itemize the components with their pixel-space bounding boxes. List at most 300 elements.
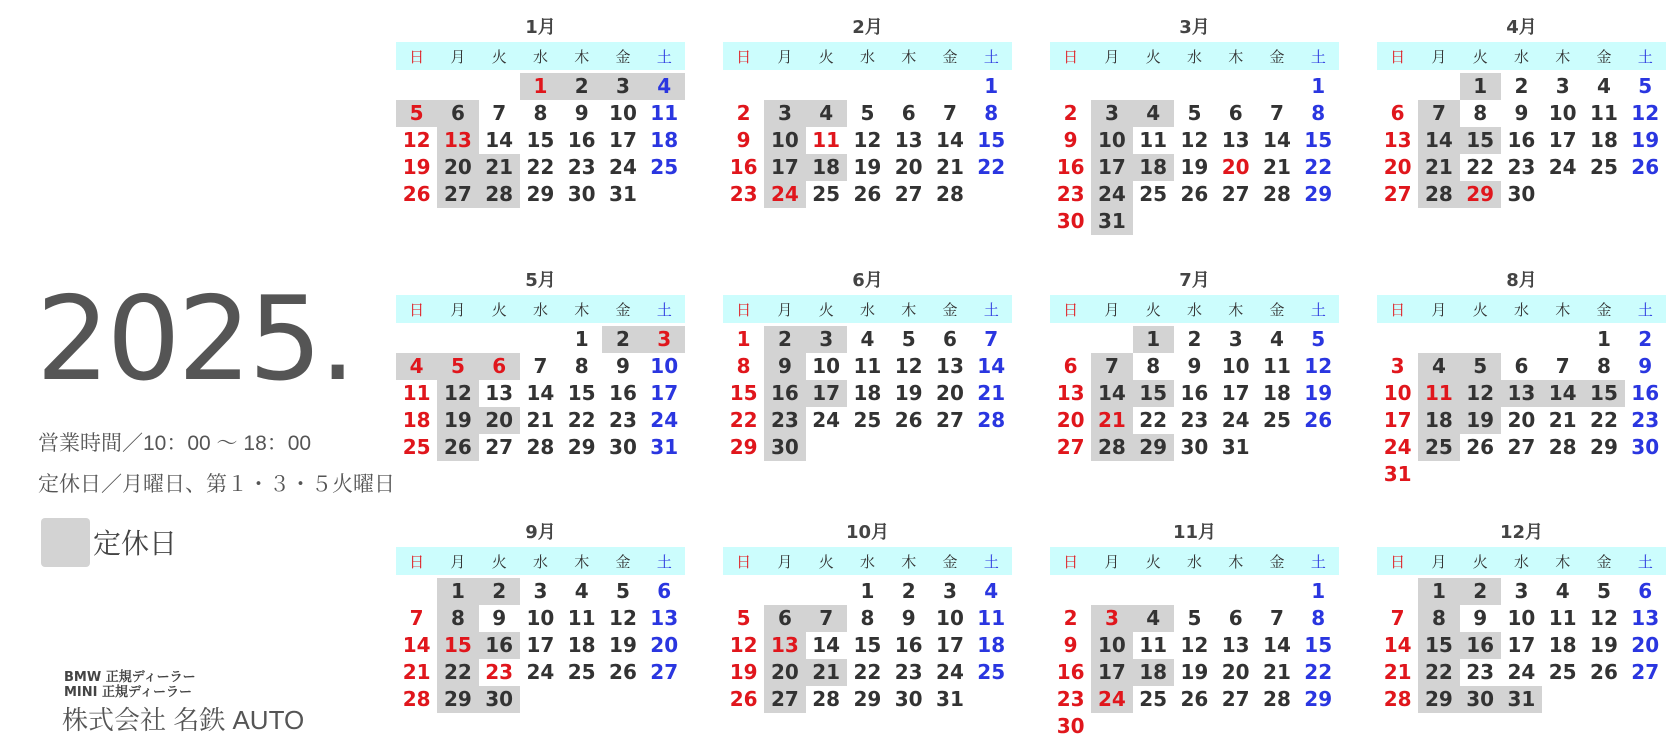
day-cell: 27 — [1056, 435, 1085, 459]
month-calendar — [1377, 15, 1666, 208]
weekday-label: 木 — [1555, 47, 1571, 66]
day-cell: 13 — [1383, 128, 1412, 152]
day-cell: 15 — [1304, 633, 1333, 657]
day-cell: 2 — [1187, 327, 1202, 351]
empty-cell — [1256, 73, 1297, 100]
day-cell: 18 — [977, 633, 1006, 657]
day-cell-closed: 20 — [764, 659, 805, 686]
day-cell: 27 — [485, 435, 514, 459]
day-cell: 28 — [1548, 435, 1577, 459]
weekday-label: 月 — [1431, 47, 1447, 66]
weekday-label: 火 — [1145, 300, 1161, 319]
day-cell: 11 — [1548, 606, 1577, 630]
weekday-label: 日 — [409, 47, 425, 66]
day-cell: 22 — [567, 408, 596, 432]
day-cell: 10 — [650, 354, 679, 378]
day-cell-closed: 21 — [479, 154, 520, 181]
weekday-label: 月 — [450, 300, 466, 319]
day-cell: 7 — [1390, 606, 1405, 630]
month-title: 1月 — [525, 17, 556, 38]
day-cell: 31 — [650, 435, 679, 459]
day-cell: 30 — [1631, 435, 1660, 459]
day-cell: 15 — [567, 381, 596, 405]
day-cell: 8 — [1473, 101, 1488, 125]
day-cell: 10 — [526, 606, 555, 630]
day-cell: 28 — [402, 687, 431, 711]
day-cell-closed: 15 — [1133, 380, 1174, 407]
weekday-label: 日 — [1063, 300, 1079, 319]
day-cell-closed: 3 — [644, 326, 685, 353]
weekday-label: 金 — [942, 300, 958, 319]
day-cell: 5 — [1597, 579, 1611, 603]
month-calendar — [1377, 268, 1666, 488]
day-cell-closed: 18 — [1133, 154, 1174, 181]
day-cell: 1 — [574, 327, 589, 351]
day-cell: 31 — [936, 687, 964, 711]
day-cell: 19 — [609, 633, 637, 657]
day-cell: 26 — [1180, 687, 1209, 711]
weekday-header — [723, 547, 1012, 575]
month-title: 5月 — [525, 270, 556, 291]
legend-swatch — [41, 518, 90, 567]
day-cell: 3 — [1555, 74, 1570, 98]
month-calendar — [1050, 15, 1339, 235]
day-cell: 13 — [894, 128, 923, 152]
day-cell-closed: 1 — [520, 73, 561, 100]
day-cell: 18 — [1548, 633, 1577, 657]
day-cell: 14 — [1263, 128, 1291, 152]
empty-cell — [520, 326, 561, 353]
weekday-label: 水 — [1513, 300, 1529, 319]
weekday-label: 金 — [615, 47, 631, 66]
day-grid — [1377, 326, 1666, 488]
weekday-label: 水 — [532, 47, 548, 66]
day-cell: 26 — [609, 660, 637, 684]
legend-label: 定休日 — [93, 528, 178, 559]
month-calendar — [1050, 520, 1339, 740]
weekday-label: 月 — [1104, 552, 1120, 571]
day-cell-closed: 29 — [1460, 181, 1501, 208]
day-cell-closed: 18 — [1418, 407, 1459, 434]
month-calendar — [1377, 520, 1666, 713]
day-cell: 8 — [1146, 354, 1161, 378]
day-cell: 19 — [402, 155, 431, 179]
empty-cell — [437, 73, 478, 100]
day-cell: 24 — [1383, 435, 1412, 459]
day-cell: 25 — [1139, 182, 1168, 206]
day-cell: 10 — [936, 606, 964, 630]
day-cell-closed: 21 — [1091, 407, 1132, 434]
day-cell-closed: 16 — [1460, 632, 1501, 659]
day-cell-closed: 4 — [1133, 100, 1174, 127]
day-cell: 3 — [943, 579, 957, 603]
day-cell: 12 — [853, 128, 882, 152]
weekday-label: 水 — [1513, 552, 1529, 571]
weekday-label: 土 — [1637, 300, 1653, 319]
day-cell: 29 — [1304, 182, 1333, 206]
day-cell: 9 — [616, 354, 630, 378]
day-cell-closed: 15 — [1583, 380, 1624, 407]
day-cell-closed: 9 — [764, 353, 805, 380]
empty-cell — [1050, 73, 1091, 100]
day-cell: 16 — [1631, 381, 1660, 405]
day-cell: 25 — [812, 182, 841, 206]
day-cell: 26 — [1304, 408, 1333, 432]
day-cell: 26 — [729, 687, 758, 711]
day-cell: 9 — [1638, 354, 1653, 378]
day-cell: 12 — [1631, 101, 1660, 125]
day-cell: 13 — [650, 606, 679, 630]
day-cell: 24 — [1221, 408, 1250, 432]
weekday-label: 月 — [1431, 552, 1447, 571]
weekday-label: 月 — [450, 552, 466, 571]
day-cell-closed: 29 — [437, 686, 478, 713]
weekday-header — [1377, 295, 1666, 323]
day-cell: 23 — [1056, 182, 1085, 206]
day-cell: 27 — [1631, 660, 1660, 684]
day-cell: 14 — [812, 633, 841, 657]
day-cell: 12 — [609, 606, 637, 630]
day-cell: 6 — [901, 101, 916, 125]
day-cell: 2 — [736, 101, 751, 125]
day-cell: 20 — [894, 155, 923, 179]
day-cell: 24 — [609, 155, 637, 179]
day-cell: 23 — [729, 182, 758, 206]
weekday-label: 金 — [1596, 47, 1612, 66]
day-cell: 13 — [1631, 606, 1660, 630]
day-cell: 9 — [1187, 354, 1202, 378]
day-cell-closed: 24 — [1091, 686, 1132, 713]
day-cell-closed: 3 — [602, 73, 643, 100]
month-title: 2月 — [852, 17, 883, 38]
empty-cell — [1050, 326, 1091, 353]
weekday-label: 水 — [859, 47, 875, 66]
weekday-label: 火 — [1472, 552, 1488, 571]
day-cell: 23 — [894, 660, 923, 684]
month-title: 12月 — [1499, 522, 1544, 543]
day-cell: 7 — [409, 606, 424, 630]
empty-cell — [396, 578, 437, 605]
day-cell: 20 — [1221, 660, 1250, 684]
day-cell: 19 — [853, 155, 882, 179]
empty-cell — [1050, 578, 1091, 605]
day-cell: 4 — [984, 579, 999, 603]
weekday-label: 木 — [901, 47, 917, 66]
day-cell-closed: 5 — [437, 353, 478, 380]
day-cell: 10 — [812, 354, 841, 378]
day-cell: 28 — [977, 408, 1006, 432]
day-cell: 8 — [1311, 606, 1326, 630]
empty-cell — [1377, 578, 1418, 605]
day-cell: 16 — [1056, 155, 1085, 179]
day-cell: 30 — [567, 182, 596, 206]
weekday-label: 火 — [491, 47, 507, 66]
weekday-label: 土 — [656, 552, 672, 571]
day-cell: 18 — [567, 633, 596, 657]
day-cell: 14 — [977, 354, 1006, 378]
day-cell: 15 — [1304, 128, 1333, 152]
weekday-header — [1050, 42, 1339, 70]
day-cell: 12 — [729, 633, 758, 657]
day-cell: 2 — [1514, 74, 1529, 98]
day-cell: 28 — [1263, 182, 1291, 206]
day-cell: 20 — [1383, 155, 1412, 179]
day-cell: 19 — [1180, 660, 1209, 684]
month-calendar — [396, 15, 685, 208]
weekday-label: 水 — [859, 300, 875, 319]
day-cell: 24 — [526, 660, 555, 684]
weekday-label: 日 — [1063, 552, 1079, 571]
day-cell-closed: 28 — [479, 181, 520, 208]
empty-cell — [396, 326, 437, 353]
day-cell: 11 — [853, 354, 882, 378]
day-cell-closed: 21 — [806, 659, 847, 686]
day-cell-closed: 6 — [764, 605, 805, 632]
weekday-label: 木 — [574, 300, 590, 319]
day-cell: 22 — [526, 155, 555, 179]
day-cell: 17 — [650, 381, 679, 405]
weekday-label: 火 — [818, 300, 834, 319]
day-cell: 21 — [936, 155, 964, 179]
empty-cell — [1215, 73, 1256, 100]
day-cell: 17 — [1221, 381, 1250, 405]
day-cell: 26 — [1631, 155, 1660, 179]
weekday-header — [723, 295, 1012, 323]
day-cell: 24 — [1507, 660, 1536, 684]
weekday-header — [1050, 295, 1339, 323]
day-cell: 16 — [729, 155, 758, 179]
day-cell: 1 — [1597, 327, 1611, 351]
weekday-label: 火 — [1472, 47, 1488, 66]
day-cell: 4 — [1270, 327, 1284, 351]
day-cell: 16 — [894, 633, 923, 657]
day-cell-closed: 4 — [1133, 605, 1174, 632]
day-cell-closed: 1 — [437, 578, 478, 605]
day-cell: 7 — [1270, 101, 1284, 125]
month-title: 7月 — [1179, 270, 1210, 291]
day-cell: 26 — [1590, 660, 1618, 684]
day-cell-closed: 2 — [1460, 578, 1501, 605]
day-cell: 28 — [526, 435, 555, 459]
day-cell: 29 — [853, 687, 882, 711]
day-cell: 5 — [736, 606, 751, 630]
day-cell: 13 — [1056, 381, 1085, 405]
day-cell: 11 — [1139, 633, 1168, 657]
day-cell: 2 — [1063, 101, 1078, 125]
day-cell: 24 — [650, 408, 679, 432]
day-cell: 12 — [1304, 354, 1333, 378]
day-cell: 9 — [574, 101, 589, 125]
day-cell-closed: 16 — [764, 380, 805, 407]
day-grid — [1050, 326, 1339, 461]
day-cell: 16 — [1056, 660, 1085, 684]
day-cell-closed: 27 — [437, 181, 478, 208]
month-title: 4月 — [1506, 17, 1537, 38]
day-cell: 5 — [860, 101, 875, 125]
day-cell: 23 — [1180, 408, 1209, 432]
weekday-label: 木 — [901, 552, 917, 571]
day-cell: 26 — [853, 182, 882, 206]
day-cell: 15 — [729, 381, 758, 405]
day-cell: 7 — [492, 101, 507, 125]
day-cell-closed: 27 — [764, 686, 805, 713]
weekday-label: 日 — [736, 300, 752, 319]
day-cell: 30 — [894, 687, 923, 711]
day-cell: 22 — [1304, 155, 1333, 179]
weekday-label: 月 — [1431, 300, 1447, 319]
day-cell: 1 — [736, 327, 751, 351]
month-title: 11月 — [1172, 522, 1217, 543]
day-cell-closed: 2 — [764, 326, 805, 353]
day-cell-closed: 15 — [1460, 127, 1501, 154]
weekday-header — [1377, 42, 1666, 70]
day-cell: 6 — [1514, 354, 1529, 378]
weekday-label: 水 — [1186, 552, 1202, 571]
day-cell-closed: 4 — [806, 100, 847, 127]
day-cell-closed: 24 — [764, 181, 805, 208]
day-cell: 15 — [853, 633, 882, 657]
empty-cell — [1133, 578, 1174, 605]
day-cell-closed: 14 — [1091, 380, 1132, 407]
day-grid — [1377, 73, 1666, 208]
weekday-label: 水 — [532, 300, 548, 319]
day-cell-closed: 29 — [1133, 434, 1174, 461]
month-title: 3月 — [1179, 17, 1210, 38]
day-cell: 27 — [1221, 687, 1250, 711]
day-cell: 24 — [1548, 155, 1577, 179]
day-cell-closed: 2 — [602, 326, 643, 353]
weekday-label: 金 — [1269, 47, 1285, 66]
weekday-label: 木 — [574, 47, 590, 66]
weekday-label: 木 — [1555, 300, 1571, 319]
empty-cell — [1256, 578, 1297, 605]
day-cell-closed: 4 — [1418, 353, 1459, 380]
day-cell-closed: 22 — [1418, 659, 1459, 686]
weekday-label: 月 — [450, 47, 466, 66]
day-cell-closed: 13 — [764, 632, 805, 659]
month-calendar — [396, 520, 685, 713]
day-cell-closed: 19 — [437, 407, 478, 434]
weekday-label: 土 — [983, 552, 999, 571]
day-cell-closed: 15 — [437, 632, 478, 659]
weekday-label: 金 — [615, 300, 631, 319]
day-cell: 23 — [567, 155, 596, 179]
day-cell: 26 — [1466, 435, 1495, 459]
empty-cell — [1091, 326, 1132, 353]
day-cell-closed: 19 — [1460, 407, 1501, 434]
day-cell: 6 — [1228, 101, 1243, 125]
day-cell: 12 — [1180, 128, 1209, 152]
day-cell-closed: 3 — [1091, 605, 1132, 632]
day-cell: 7 — [984, 327, 999, 351]
day-cell: 26 — [402, 182, 431, 206]
day-grid — [396, 326, 685, 461]
empty-cell — [1501, 326, 1542, 353]
day-cell: 14 — [402, 633, 431, 657]
weekday-label: 金 — [942, 47, 958, 66]
day-cell: 27 — [1221, 182, 1250, 206]
day-cell: 14 — [1263, 633, 1291, 657]
day-cell: 12 — [1590, 606, 1618, 630]
day-cell: 4 — [574, 579, 589, 603]
weekday-label: 月 — [1104, 300, 1120, 319]
empty-cell — [723, 578, 764, 605]
day-cell-closed: 14 — [1418, 127, 1459, 154]
weekday-label: 月 — [777, 47, 793, 66]
day-cell: 20 — [1221, 155, 1250, 179]
weekday-label: 月 — [777, 552, 793, 571]
day-cell: 19 — [1304, 381, 1333, 405]
empty-cell — [847, 73, 888, 100]
empty-cell — [929, 73, 970, 100]
empty-cell — [1460, 326, 1501, 353]
day-cell: 5 — [1311, 327, 1326, 351]
day-cell: 23 — [485, 660, 514, 684]
day-cell: 28 — [812, 687, 841, 711]
day-cell: 7 — [1270, 606, 1284, 630]
weekday-label: 日 — [1390, 300, 1406, 319]
day-cell: 11 — [402, 381, 431, 405]
day-cell-closed: 2 — [479, 578, 520, 605]
weekday-label: 木 — [574, 552, 590, 571]
empty-cell — [764, 578, 805, 605]
day-cell: 5 — [1638, 74, 1653, 98]
empty-cell — [437, 326, 478, 353]
day-cell: 5 — [1187, 101, 1202, 125]
empty-cell — [1174, 73, 1215, 100]
weekday-label: 土 — [1637, 552, 1653, 571]
day-cell: 23 — [1056, 687, 1085, 711]
day-cell: 8 — [1597, 354, 1611, 378]
day-cell: 18 — [1263, 381, 1291, 405]
day-grid — [1050, 578, 1339, 740]
day-cell: 5 — [901, 327, 916, 351]
empty-cell — [1133, 73, 1174, 100]
weekday-label: 日 — [1390, 552, 1406, 571]
weekday-label: 火 — [1145, 552, 1161, 571]
empty-cell — [1418, 73, 1459, 100]
day-cell: 30 — [1180, 435, 1209, 459]
day-cell-closed: 18 — [1133, 659, 1174, 686]
day-cell: 19 — [894, 381, 923, 405]
day-cell: 8 — [860, 606, 875, 630]
day-cell: 1 — [984, 74, 999, 98]
day-cell: 26 — [1180, 182, 1209, 206]
day-cell-closed: 24 — [1091, 181, 1132, 208]
weekday-label: 金 — [1596, 300, 1612, 319]
day-cell: 15 — [977, 128, 1006, 152]
day-cell: 1 — [1311, 74, 1326, 98]
day-cell: 19 — [729, 660, 758, 684]
month-title: 6月 — [852, 270, 883, 291]
weekday-label: 日 — [736, 47, 752, 66]
day-cell-closed: 25 — [1418, 434, 1459, 461]
empty-cell — [1377, 326, 1418, 353]
empty-cell — [1215, 578, 1256, 605]
day-cell: 18 — [402, 408, 431, 432]
weekday-label: 日 — [409, 300, 425, 319]
weekday-label: 日 — [736, 552, 752, 571]
weekday-header — [396, 295, 685, 323]
month-title: 9月 — [525, 522, 556, 543]
weekday-label: 金 — [1596, 552, 1612, 571]
weekday-label: 火 — [1472, 300, 1488, 319]
day-cell-closed: 4 — [396, 353, 437, 380]
day-grid — [1377, 578, 1666, 713]
day-cell: 7 — [1555, 354, 1570, 378]
day-cell-closed: 28 — [1418, 181, 1459, 208]
day-cell-closed: 28 — [1091, 434, 1132, 461]
